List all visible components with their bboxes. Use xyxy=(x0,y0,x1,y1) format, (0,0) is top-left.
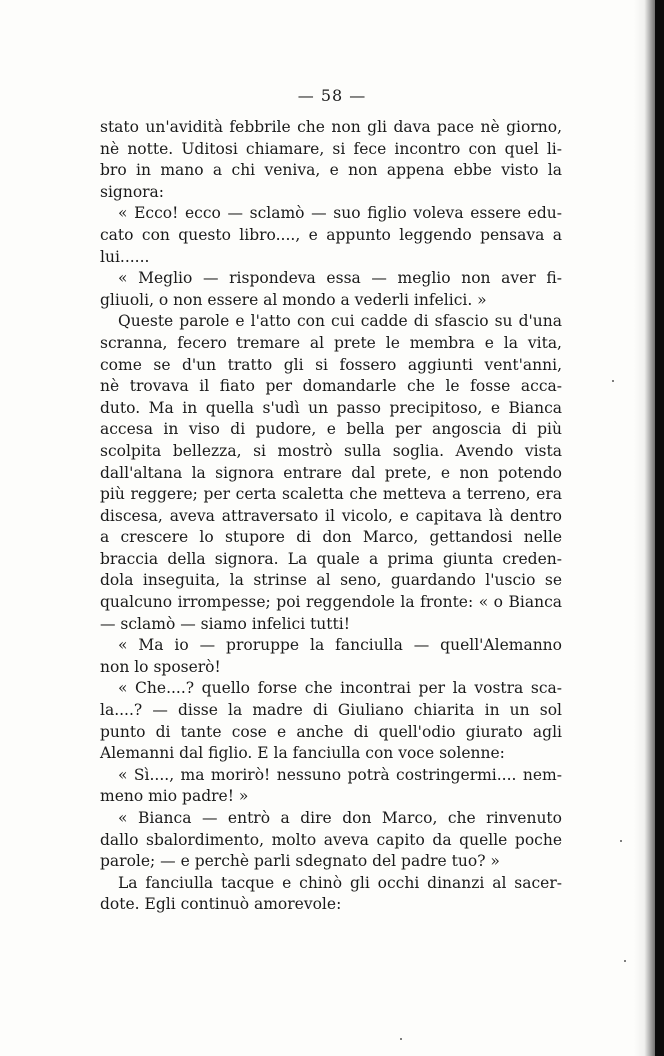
text-line: accesa in viso di pudore, e bella per angoscia di più xyxy=(100,420,562,439)
text-line: scolpita bellezza, si mostrò sulla soglia. Avendo vista xyxy=(100,441,562,460)
text-line: come se d'un tratto gli si fossero aggiunti vent'anni, xyxy=(100,355,562,374)
text-line: meno mio padre! » xyxy=(100,787,249,806)
text-line: dallo sbalordimento, molto aveva capito da quelle poche xyxy=(100,830,562,849)
text-line: nè notte. Uditosi chiamare, si fece incontro con quel li- xyxy=(100,139,562,158)
text-line: nè trovava il fiato per domandarle che le fosse acca- xyxy=(100,377,562,396)
scan-speck xyxy=(624,960,626,962)
scan-speck xyxy=(400,1038,402,1040)
text-line: « Che....? quello forse che incontrai per la vostra sca- xyxy=(118,679,562,698)
text-line: dall'altana la signora entrare dal prete, e non potendo xyxy=(100,463,562,482)
text-line: Alemanni dal figlio. E la fanciulla con voce solenne: xyxy=(100,744,505,763)
text-line: duto. Ma in quella s'udì un passo precipitoso, e Bianca xyxy=(100,398,562,417)
text-line: scranna, fecero tremare al prete le membra e la vita, xyxy=(100,333,562,352)
text-line: punto di tante cose e anche di quell'odio giurato agli xyxy=(100,722,562,741)
text-line: stato un'avidità febbrile che non gli dava pace nè giorno, xyxy=(100,118,562,136)
scan-speck xyxy=(612,380,614,382)
text-line: lui...... xyxy=(100,247,150,266)
binding-edge xyxy=(655,0,664,1056)
text-line: qualcuno irrompesse; poi reggendole la fronte: « o Bianca xyxy=(100,593,562,612)
text-line: dola inseguita, la strinse al seno, guardando l'uscio se xyxy=(100,571,562,590)
text-line: non lo sposerò! xyxy=(100,657,221,676)
text-line: La fanciulla tacque e chinò gli occhi dinanzi al sacer- xyxy=(118,873,562,892)
text-line: la....? — disse la madre di Giuliano chiarita in un sol xyxy=(100,701,562,720)
text-line: cato con questo libro...., e appunto leggendo pensava a xyxy=(100,225,562,244)
text-line: « Ma io — proruppe la fanciulla — quell'Alemanno xyxy=(118,636,562,655)
text-line: gliuoli, o non essere al mondo a vederli infelici. » xyxy=(100,290,487,309)
text-line: signora: xyxy=(100,182,165,201)
text-line: « Meglio — rispondeva essa — meglio non aver fi- xyxy=(118,269,562,288)
text-line: bro in mano a chi veniva, e non appena ebbe visto la xyxy=(100,161,562,180)
scan-speck xyxy=(620,840,622,842)
text-line: dote. Egli continuò amorevole: xyxy=(100,895,342,914)
text-line: « Bianca — entrò a dire don Marco, che rinvenuto xyxy=(118,809,562,827)
text-line: « Sì...., ma morirò! nessuno potrà costringermi.... nem- xyxy=(118,765,562,784)
text-line: — sclamò — siamo infelici tutti! xyxy=(100,614,350,633)
page-body-text xyxy=(100,117,562,916)
text-line: discesa, aveva attraversato il vicolo, e capitava là dentro xyxy=(100,506,562,525)
text-line: Queste parole e l'atto con cui cadde di sfascio su d'una xyxy=(118,312,562,331)
text-line: parole; — e perchè parli sdegnato del padre tuo? » xyxy=(100,852,500,871)
text-line: a crescere lo stupore di don Marco, gettandosi nelle xyxy=(100,528,562,547)
text-line: più reggere; per certa scaletta che metteva a terreno, era xyxy=(100,485,562,504)
text-line: braccia della signora. La quale a prima giunta creden- xyxy=(100,549,562,568)
text-line: « Ecco! ecco — sclamò — suo figlio voleva essere edu- xyxy=(118,204,562,223)
page-number: — 58 — xyxy=(297,86,367,105)
